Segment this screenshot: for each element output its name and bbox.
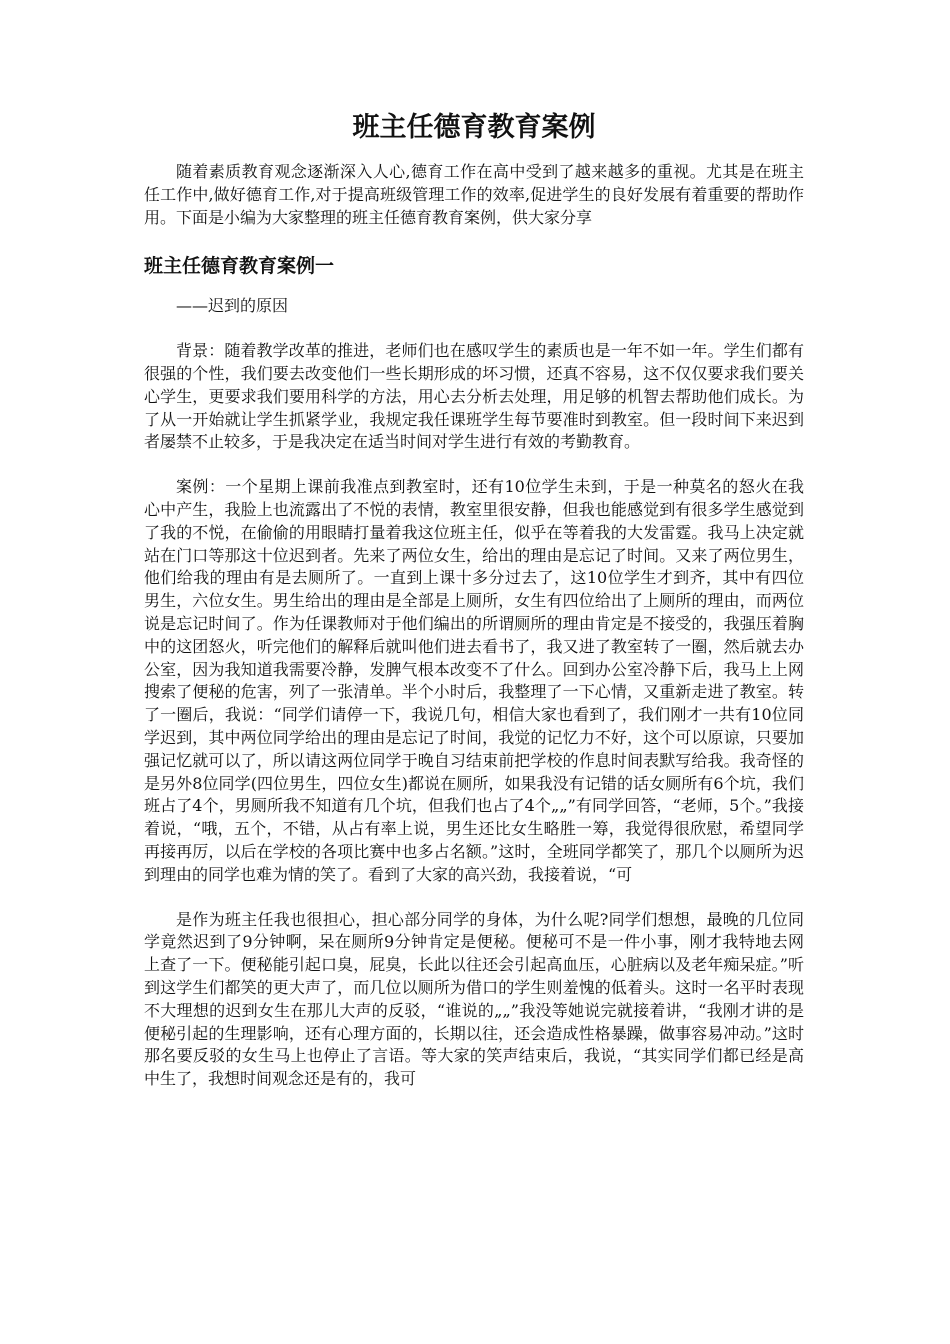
background-paragraph: 背景：随着教学改革的推进，老师们也在感叹学生的素质也是一年不如一年。学生们都有很强的个性，我们要去改变他们一些长期形成的坏习惯，还真不容易，这不仅仅要求我们要关心学生，更要求我们要用科学的方法，用心去分析去处理，用足够的机智去帮助他们成长。为了从一开始就让学生抓紧学业，我规定我任课班学生每节要准时到教室。但一段时间下来迟到者屡禁不止较多，于是我决定在适当时间对学生进行有效的考勤教育。 bbox=[144, 341, 804, 452]
section-heading: 班主任德育教育案例一 bbox=[144, 255, 335, 278]
continuation-paragraph: 是作为班主任我也很担心，担心部分同学的身体，为什么呢?同学们想想，最晚的几位同学竟然迟到了9分钟啊，呆在厕所9分钟肯定是便秘。便秘可不是一件小事，刚才我特地去网上查了一下。便秘能引起口臭，屁臭，长此以往还会引起高血压，心脏病以及老年痴呆症。”听到这学生们都笑的更大声了，而几位以厕所为借口的学生则羞愧的低着头。这时一名平时表现不大理想的迟到女生在那儿大声的反驳，“谁说的„„”我没等她说完就接着讲，“我刚才讲的是便秘引起的生理影响，还有心理方面的，长期以往，还会造成性格暴躁，做事容易冲动。”这时那名要反驳的女生马上也停止了言语。等大家的笑声结束后，我说，“其实同学们都已经是高中生了，我想时间观念还是有的，我可 bbox=[144, 909, 804, 1089]
document-title: 班主任德育教育案例 bbox=[352, 112, 596, 143]
intro-paragraph: 随着素质教育观念逐渐深入人心,德育工作在高中受到了越来越多的重视。尤其是在班主任工作中,做好德育工作,对于提高班级管理工作的效率,促进学生的良好发展有着重要的帮助作用。下面是小编为大家整理的班主任德育教育案例，供大家分享 bbox=[144, 162, 804, 227]
document-page bbox=[144, 108, 804, 1113]
case-paragraph: 案例：一个星期上课前我准点到教室时，还有10位学生未到，于是一种莫名的怒火在我心中产生，我脸上也流露出了不悦的表情，教室里很安静，但我也能感觉到有很多学生感觉到了我的不悦，在偷偷的用眼睛打量着我这位班主任，似乎在等着我的大发雷霆。我马上决定就站在门口等那这十位迟到者。先来了两位女生，给出的理由是忘记了时间。又来了两位男生，他们给我的理由有是去厕所了。一直到上课十多分过去了，这10位学生才到齐，其中有四位男生，六位女生。男生给出的理由是全部是上厕所，女生有四位给出了上厕所的理由，而两位说是忘记时间了。作为任课教师对于他们编出的所谓厕所的理由肯定是不接受的，我强压着胸中的这团怒火，听完他们的解释后就叫他们进去看书了，我又进了教室转了一圈，然后就去办公室，因为我知道我需要冷静，发脾气根本改变不了什么。回到办公室冷静下后，我马上上网搜索了便秘的危害，列了一张清单。半个小时后，我整理了一下心情，又重新走进了教室。转了一圈后，我说：“同学们请停一下，我说几句，相信大家也看到了，我们刚才一共有10位同学迟到，其中两位同学给出的理由是忘记了时间，我觉的记忆力不好，这个可以原谅，只要加强记忆就可以了，所以请这两位同学于晚自习结束前把学校的作息时间表默写给我。我奇怪的是另外8位同学(四位男生，四位女生)都说在厕所，如果我没有记错的话女厕所有6个坑，我们班占了4个，男厕所我不知道有几个坑，但我们也占了4个„„”有同学回答，“老师，5个。”我接着说，“哦，五个，不错，从占有率上说，男生还比女生略胜一筹，我觉得很欣慰，希望同学再接再厉，以后在学校的各项比赛中也多占名额。”这时，全班同学都笑了，那几个以厕所为迟到理由的同学也难为情的笑了。看到了大家的高兴劲，我接着说，“可 bbox=[144, 477, 804, 884]
section-subtitle: ——迟到的原因 bbox=[176, 296, 289, 316]
